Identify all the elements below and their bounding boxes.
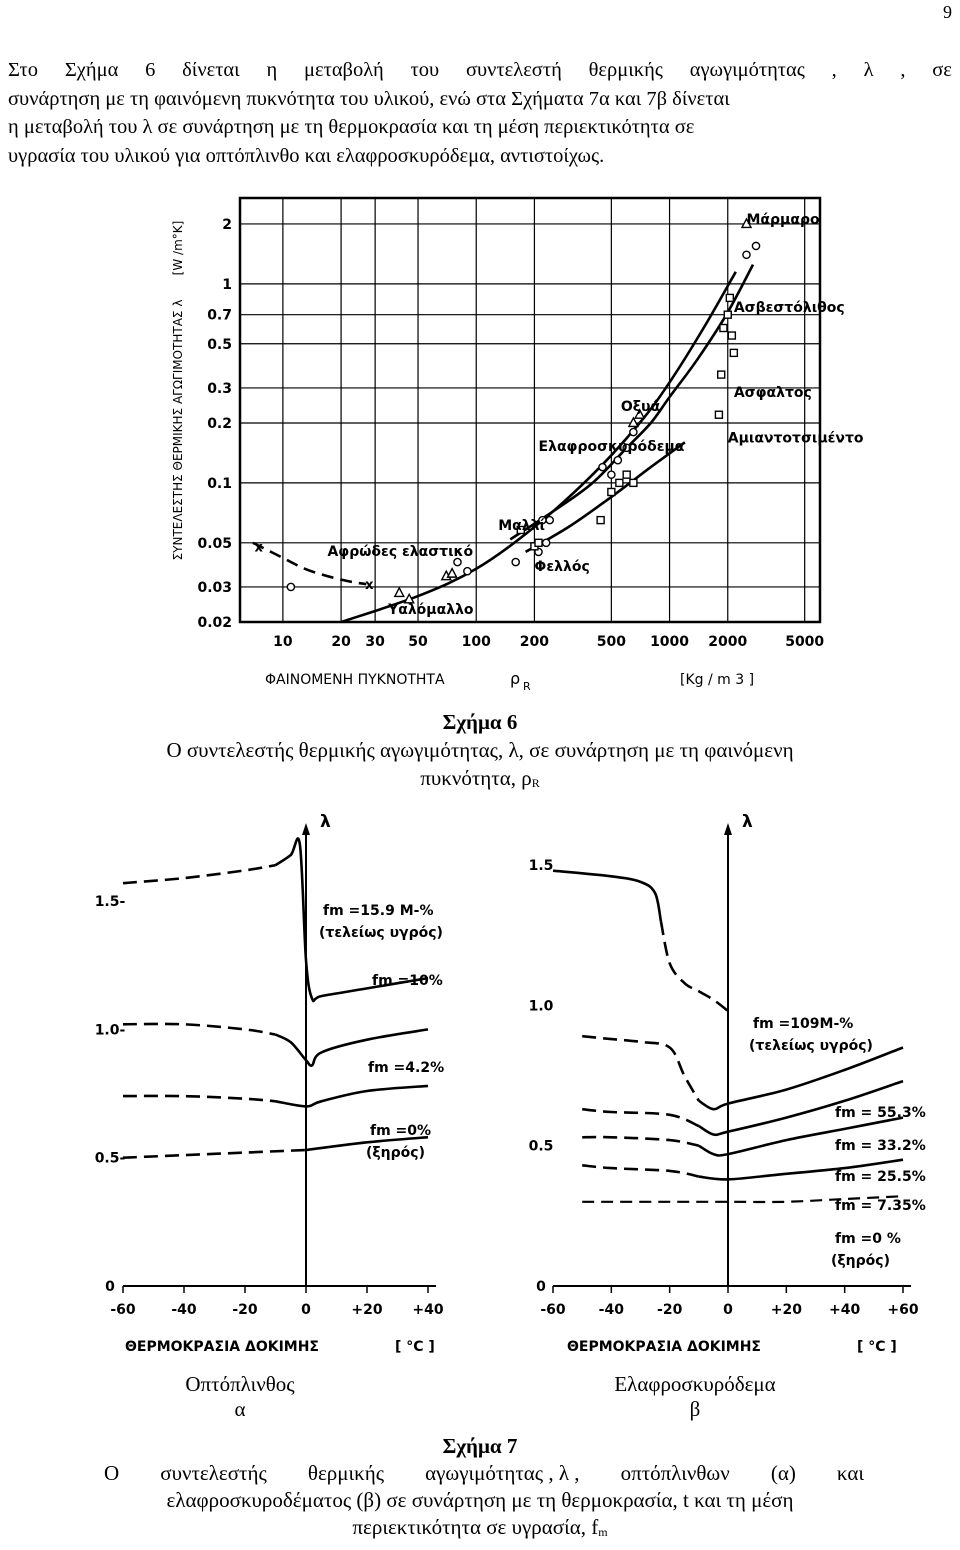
x-tick-label: -40 — [171, 1302, 197, 1318]
annotation-label: Ασβεστόλιθος — [733, 300, 845, 317]
series-label: fm =0 % — [835, 1231, 901, 1247]
x-tick-label: 2000 — [708, 634, 748, 650]
series-dashed-3 — [123, 1150, 306, 1158]
series-note: (τελείως υγρός) — [319, 925, 443, 941]
x-tick-label: 30 — [365, 634, 385, 650]
series-label: fm =10% — [372, 973, 443, 989]
caption-word: οπτόπλινθων — [620, 1461, 730, 1485]
annotation-label: Μάρμαρο — [746, 211, 820, 228]
x-tick-label: 5000 — [785, 634, 825, 650]
y-axis-arrow — [302, 823, 310, 835]
marker-circle — [287, 583, 294, 590]
y-tick-label: 0.5 — [528, 1138, 554, 1155]
y-axis-arrow — [724, 823, 732, 835]
x-tick-label: 200 — [519, 634, 550, 650]
series-dashed-0 — [661, 921, 728, 1011]
series-label: fm = 55.3% — [835, 1105, 926, 1121]
y-tick-label: 0.1 — [207, 475, 232, 492]
figure-6-caption-title: Σχήμα 6 — [442, 710, 518, 734]
marker-circle — [752, 242, 759, 249]
figure-7-caption — [0, 1433, 960, 1546]
x-tick-label: -40 — [598, 1302, 624, 1318]
figure-7-caption-title: Σχήμα 7 — [442, 1434, 518, 1458]
series-solid-1 — [699, 1048, 903, 1110]
series-label: fm = 25.5% — [835, 1169, 926, 1185]
intro-word: θερμικής — [588, 59, 663, 81]
annotation-label: Υαλόμαλλο — [388, 601, 474, 618]
x-axis-label: ΦΑΙΝΟΜΕΝΗ ΠΥΚΝΟΤΗΤΑ — [265, 672, 445, 688]
y-tick-label: 2 — [222, 216, 232, 233]
x-tick-label: -20 — [232, 1302, 258, 1318]
marker-x: x — [365, 578, 374, 594]
y-tick-label: 0 — [105, 1279, 115, 1295]
series-dashed-3 — [582, 1137, 699, 1146]
intro-word: , — [900, 59, 906, 81]
annotation-label: Ασφαλτος — [733, 385, 812, 402]
marker-circle — [614, 457, 621, 464]
x-tick-label: 20 — [331, 634, 351, 650]
intro-word: Σχήμα — [64, 59, 119, 81]
series-label: fm =0% — [370, 1123, 432, 1139]
series-note: (τελείως υγρός) — [749, 1038, 873, 1054]
marker-triangle — [395, 588, 404, 597]
figure-7a-chart — [90, 812, 490, 1370]
y-tick-label: 0.03 — [197, 579, 232, 596]
annotation-label: Μαλλί — [498, 517, 545, 534]
x-tick-label: 0 — [723, 1302, 733, 1318]
intro-line-4: υγρασία του υλικού για οπτόπλινθο και ελαφροσκυρόδεμα, αντιστοίχως. — [8, 144, 605, 167]
caption-word: και — [836, 1461, 864, 1485]
series-solid-0 — [553, 871, 661, 922]
y-tick-label: 1.5- — [94, 894, 126, 911]
x-tick-label: 100 — [461, 634, 491, 650]
caption-word: αγωγιμότητας , λ , — [425, 1461, 580, 1485]
figure-7a-label: Οπτόπλινθος α — [185, 1372, 295, 1421]
intro-line-2: συνάρτηση με τη φαινόμενη πυκνότητα του υλικού, ενώ στα Σχήματα 7α και 7β δίνεται — [8, 87, 730, 110]
y-tick-label: 0.2 — [207, 415, 232, 432]
x-axis-symbol: ρ — [510, 669, 521, 688]
series-dashed-2 — [123, 1096, 276, 1101]
marker-square — [535, 539, 542, 546]
intro-word: αγωγιμότητας — [689, 59, 805, 81]
marker-square — [718, 371, 725, 378]
y-tick-label: 0.5 — [207, 336, 232, 353]
intro-word: 6 — [145, 59, 156, 81]
marker-square — [616, 479, 623, 486]
y-tick-label: 0.3 — [207, 380, 232, 397]
y-axis-label: λ — [320, 812, 331, 832]
series-note: (ξηρός) — [366, 1145, 425, 1161]
intro-word: η — [266, 59, 278, 81]
figure-6-caption-line1: Ο συντελεστής θερμικής αγωγιμότητας, λ, σε συνάρτηση με τη φαινόμενη — [166, 738, 794, 762]
marker-square — [728, 332, 735, 339]
y-tick-label: 0.05 — [197, 535, 232, 552]
intro-word: μεταβολή — [303, 59, 384, 81]
x-axis-unit: [Kg / m 3 ] — [680, 672, 755, 688]
annotation-label: Αφρώδες ελαστικό — [327, 543, 474, 560]
y-tick-label: 0.7 — [207, 307, 232, 324]
marker-square — [630, 479, 637, 486]
x-axis-unit: [ °C ] — [395, 1339, 435, 1355]
marker-circle — [599, 464, 606, 471]
intro-word: , — [831, 59, 837, 81]
intro-line-3: η μεταβολή του λ σε συνάρτηση με τη θερμοκρασία και τη μέση περιεκτικότητα σε — [8, 116, 695, 138]
figure-7-caption-line3: περιεκτικότητα σε υγρασία, fm — [352, 1515, 608, 1539]
marker-triangle — [448, 569, 457, 578]
marker-square — [726, 294, 733, 301]
annotation-label: Οξυά — [620, 398, 661, 415]
y-tick-label: 1.0- — [94, 1022, 126, 1039]
marker-circle — [630, 428, 637, 435]
caption-word: Ο — [104, 1461, 120, 1485]
figure-7-caption-line1 — [0, 1460, 960, 1487]
series-solid-2 — [276, 1086, 429, 1107]
figure-6-caption-line2: πυκνότητα, ρR — [420, 766, 540, 790]
marker-square — [720, 325, 727, 332]
marker-square — [715, 411, 722, 418]
x-tick-label: 500 — [596, 634, 626, 650]
intro-paragraph — [8, 56, 952, 170]
x-axis-label: ΘΕΡΜΟΚΡΑΣΙΑ ΔΟΚΙΜΗΣ — [125, 1339, 319, 1355]
y-tick-label: 1.0 — [528, 998, 554, 1015]
y-tick-label: 1.5 — [528, 858, 554, 875]
marker-circle — [608, 471, 615, 478]
marker-circle — [464, 568, 471, 575]
series-label: fm =15.9 M-% — [323, 903, 434, 919]
x-axis-symbol-sub: R — [523, 680, 531, 693]
intro-word: λ — [863, 59, 874, 81]
caption-word: συντελεστής — [160, 1461, 267, 1485]
series-note: (ξηρός) — [831, 1253, 890, 1269]
marker-triangle — [629, 418, 638, 427]
series-dashed-1 — [582, 1036, 699, 1101]
x-tick-label: +40 — [412, 1302, 444, 1318]
series-dashed-1 — [123, 1024, 276, 1035]
y-axis-label: λ — [742, 812, 753, 832]
x-tick-label: 0 — [301, 1302, 311, 1318]
x-tick-label: +20 — [770, 1302, 802, 1318]
x-tick-label: +60 — [887, 1302, 919, 1318]
figure-7-caption-line2: ελαφροσκυροδέματος (β) σε συνάρτηση με τη θερμοκρασία, t και τη μέση — [166, 1488, 794, 1512]
annotation-label: Αμιαντοτσιμέντο — [727, 430, 864, 447]
annotation-label: Φελλός — [534, 559, 590, 576]
series-label: fm =4.2% — [368, 1060, 445, 1076]
x-axis-label: ΘΕΡΜΟΚΡΑΣΙΑ ΔΟΚΙΜΗΣ — [567, 1339, 761, 1355]
x-tick-label: +20 — [351, 1302, 383, 1318]
series-label: fm =109M-% — [753, 1016, 854, 1032]
series-dashed-2 — [582, 1109, 699, 1126]
marker-x: x — [254, 540, 263, 556]
figure-6-chart — [160, 190, 864, 700]
series-dashed-0 — [123, 865, 276, 883]
series-dashed-4 — [582, 1165, 699, 1176]
y-axis-label: ΣΥΝΤΕΛΕΣΤΗΣ ΘΕΡΜΙΚΗΣ ΑΓΩΓΙΜΟΤΗΤΑΣ λ — [171, 299, 185, 561]
marker-square — [724, 311, 731, 318]
page-number: 9 — [943, 2, 952, 22]
y-tick-label: 0.02 — [197, 615, 232, 631]
series-label: fm = 33.2% — [835, 1138, 926, 1154]
x-tick-label: -20 — [657, 1302, 683, 1318]
intro-word: δίνεται — [182, 59, 240, 81]
series-label: fm = 7.35% — [835, 1198, 926, 1214]
x-tick-label: -60 — [110, 1302, 136, 1318]
marker-square — [623, 471, 630, 478]
y-tick-label: 0 — [536, 1279, 546, 1295]
figure-7b-chart — [515, 812, 926, 1370]
marker-square — [608, 488, 615, 495]
intro-word: του — [410, 59, 440, 81]
x-axis-unit: [ °C ] — [857, 1339, 897, 1355]
marker-square — [597, 517, 604, 524]
x-tick-label: 1000 — [650, 634, 690, 650]
annotation-label: Ελαφροσκυρόδεμα — [538, 438, 685, 455]
intro-line-1 — [8, 56, 952, 85]
x-tick-label: -60 — [540, 1302, 566, 1318]
x-tick-label: 10 — [273, 634, 293, 650]
intro-word: σε — [932, 59, 952, 81]
marker-circle — [543, 539, 550, 546]
caption-word: (α) — [770, 1461, 796, 1485]
figure-6-caption — [0, 708, 960, 797]
y-tick-label: 0.5- — [94, 1150, 126, 1167]
y-axis-unit: [W /m°K] — [171, 220, 185, 276]
figure-7b-label: Ελαφροσκυρόδεμα β — [614, 1372, 776, 1421]
marker-circle — [512, 558, 519, 565]
marker-square — [730, 349, 737, 356]
marker-circle — [546, 517, 553, 524]
series-line-2 — [526, 442, 685, 552]
x-tick-label: +40 — [829, 1302, 861, 1318]
y-tick-label: 1 — [222, 276, 232, 293]
marker-circle — [743, 251, 750, 258]
intro-word: συντελεστή — [465, 59, 562, 81]
intro-word: Στο — [8, 59, 39, 81]
x-tick-label: 50 — [408, 634, 428, 650]
caption-word: θερμικής — [307, 1461, 385, 1485]
